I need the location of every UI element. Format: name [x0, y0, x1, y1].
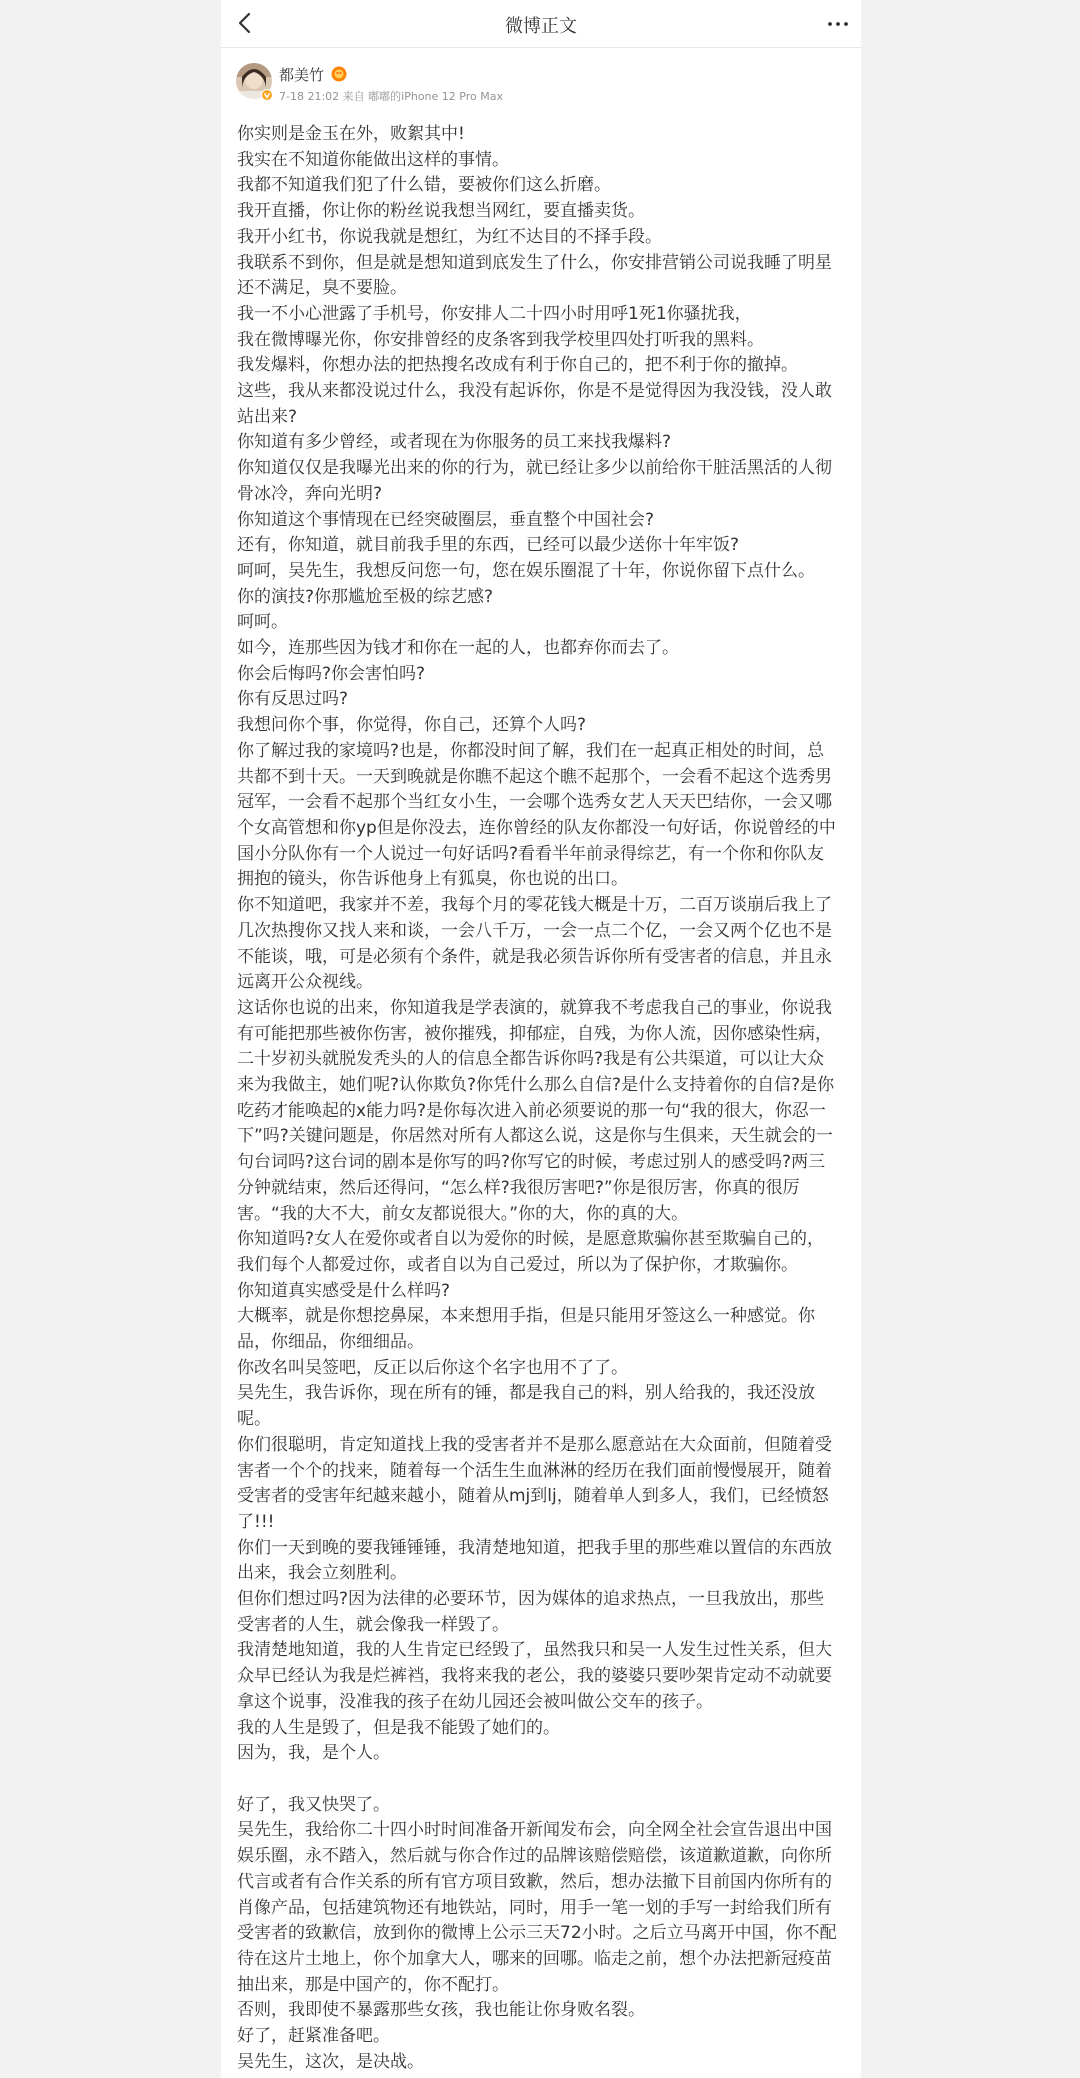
post-meta: 7-18 21:02 来自 嘟嘟的iPhone 12 Pro Max	[279, 90, 503, 103]
post-paragraph: 你实则是金玉在外，败絮其中!	[237, 124, 465, 144]
post-paragraph: 我都不知道我们犯了什么错，要被你们这么折磨。	[237, 175, 611, 196]
post-paragraph: 呵呵，吴先生，我想反问您一句，您在娱乐圈混了十年，你说你留下点什么。	[237, 560, 815, 581]
post-paragraph: 这话你也说的出来，你知道我是学表演的，就算我不考虑我自己的事业，你说我有可能把那些被你伤害，被你摧残，抑郁症，自残，为你人流，因你感染性病，二十岁初头就脱发秃头的人的信息全都告诉你吗?我是有公共渠道，可以让大众来为我做主，她们呢?认你欺负?你凭什么那么自信?是什么支持着你的自信?是你吃药才能唤起的x能力吗?是你每次进入前必须要说的那一句“我的很大，你忍一下”吗?关键问题是，你居然对所有人都这么说，这是你与生俱来，天生就会的一句台词吗?这台词的剧本是你写的吗?你写它的时候，考虑过别人的感受吗?两三分钟就结束，然后还得问，“怎么样?我很厉害吧?”你是很厉害，你真的很厉害。“我的大不大，前女友都说很大。”你的大，你的真的大。	[237, 997, 835, 1224]
author-header	[221, 48, 861, 108]
weibo-post-page	[221, 0, 861, 2078]
post-paragraph: 你的演技?你那尴尬至极的综艺感?	[237, 586, 494, 607]
post-paragraph: 吴先生，我给你二十四小时时间准备开新闻发布会，向全网全社会宣告退出中国娱乐圈，永不踏入，然后就与你合作过的品牌该赔偿赔偿，该道歉道歉，向你所代言或者有合作关系的所有官方项目致歉，然后，想办法撤下目前国内你所有的肖像产品，包括建筑物还有地铁站，同时，用手一笔一划的手写一封给我们所有受害者的致歉信，放到你的微博上公示三天72小时。之后立马离开中国，你不配待在这片土地上，你个加拿大人，哪来的回哪。临走之前，想个办法把新冠疫苗抽出来，那是中国产的，你不配打。	[237, 1820, 837, 1995]
page-title: 微博正文	[505, 16, 577, 37]
post-paragraph: 你知道有多少曾经，或者现在为你服务的员工来找我爆料?	[237, 432, 672, 453]
post-paragraph: 好了，我又快哭了。	[237, 1794, 390, 1815]
post-paragraph: 你知道真实感受是什么样吗?	[237, 1280, 451, 1301]
post-paragraph: 你知道吗?女人在爱你或者自以为爱你的时候，是愿意欺骗你甚至欺骗自己的，我们每个人都爱过你，或者自以为自己爱过，所以为了保护你，才欺骗你。	[237, 1229, 825, 1275]
post-paragraph: 否则，我即使不暴露那些女孩，我也能让你身败名裂。	[237, 2000, 645, 2021]
post-paragraph: 我一不小心泄露了手机号，你安排人二十四小时用呼1死1你骚扰我，	[237, 303, 752, 324]
post-paragraph: 好了，赶紧准备吧。	[237, 2026, 390, 2047]
post-paragraph: 我实在不知道你能做出这样的事情。	[237, 149, 509, 170]
post-paragraph: 吴先生，这次，是决战。	[237, 2051, 424, 2072]
top-nav-bar	[221, 0, 861, 48]
post-paragraph: 我在微博曝光你，你安排曾经的皮条客到我学校里四处打听我的黑料。	[237, 329, 764, 350]
post-paragraph: 因为，我，是个人。	[237, 1743, 390, 1764]
post-paragraph: 我开小红书，你说我就是想红，为红不达目的不择手段。	[237, 226, 662, 247]
post-paragraph: 呵呵。	[237, 612, 288, 633]
post-paragraph: 我清楚地知道，我的人生肯定已经毁了，虽然我只和吴一人发生过性关系，但大众早已经认为我是烂裤裆，我将来我的老公，我的婆婆只要吵架肯定动不动就要拿这个说事，没准我的孩子在幼儿园还会被叫做公交车的孩子。	[237, 1640, 832, 1712]
post-paragraph: 我的人生是毁了，但是我不能毁了她们的。	[237, 1717, 560, 1738]
post-paragraph: 如今，连那些因为钱才和你在一起的人，也都弃你而去了。	[237, 638, 679, 659]
more-icon[interactable]	[825, 11, 851, 37]
verified-badge-icon	[261, 89, 273, 101]
post-paragraph: 我发爆料，你想办法的把热搜名改成有利于你自己的，把不利于你的撤掉。	[237, 355, 798, 376]
vip-level-icon	[331, 66, 347, 82]
post-body	[221, 108, 861, 2075]
post-paragraph: 我想问你个事，你觉得，你自己，还算个人吗?	[237, 715, 587, 736]
post-paragraph: 吴先生，我告诉你，现在所有的锤，都是我自己的料，别人给我的，我还没放呢。	[237, 1383, 815, 1430]
post-paragraph: 你了解过我的家境吗?也是，你都没时间了解，我们在一起真正相处的时间，总共都不到十天。一天到晚就是你瞧不起这个瞧不起那个，一会看不起这个选秀男冠军，一会看不起那个当红女小生，一会哪个选秀女艺人天天巴结你，一会又哪个女高管想和你yp但是你没去，连你曾经的队友你都没一句好话，你说曾经的中国小分队你有一个人说过一句好话吗?看看半年前录得综艺，有一个你和你队友拥抱的镜头，你告诉他身上有狐臭，你也说的出口。	[237, 740, 836, 890]
post-paragraph: 但你们想过吗?因为法律的必要环节，因为媒体的追求热点，一旦我放出，那些受害者的人生，就会像我一样毁了。	[237, 1589, 825, 1635]
post-paragraph: 还有，你知道，就目前我手里的东西，已经可以最少送你十年牢饭?	[237, 535, 740, 556]
post-paragraph: 你们一天到晚的要我锤锤锤，我清楚地知道，把我手里的那些难以置信的东西放出来，我会立刻胜利。	[237, 1537, 832, 1584]
post-paragraph: 大概率，就是你想挖鼻屎，本来想用手指，但是只能用牙签这么一种感觉。你品，你细品，你细细品。	[237, 1306, 815, 1353]
post-paragraph: 这些，我从来都没说过什么，我没有起诉你，你是不是觉得因为我没钱，没人敢站出来?	[237, 381, 832, 427]
post-paragraph: 你改名叫吴签吧，反正以后你这个名字也用不了了。	[237, 1357, 628, 1378]
post-paragraph: 你知道仅仅是我曝光出来的你的行为，就已经让多少以前给你干脏活黑活的人彻骨冰冷，奔向光明?	[237, 458, 832, 504]
post-paragraph: 你们很聪明，肯定知道找上我的受害者并不是那么愿意站在大众面前，但随着受害者一个个的找来，随着每一个活生生血淋淋的经历在我们面前慢慢展开，随着受害者的受害年纪越来越小，随着从mj到lj，随着单人到多人，我们，已经愤怒了!!!	[237, 1434, 832, 1532]
post-paragraph: 你有反思过吗?	[237, 689, 349, 710]
post-paragraph: 我开直播，你让你的粉丝说我想当网红，要直播卖货。	[237, 201, 645, 222]
paragraph-spacer	[237, 1767, 838, 1793]
post-paragraph: 你会后悔吗?你会害怕吗?	[237, 663, 426, 684]
post-paragraph: 你不知道吧，我家并不差，我每个月的零花钱大概是十万，二百万谈崩后我上了几次热搜你又找人来和谈，一会八千万，一会一点二个亿，一会又两个亿也不是不能谈，哦，可是必须有个条件，就是我必须告诉你所有受害者的信息，并且永远离开公众视线。	[237, 895, 832, 993]
author-name[interactable]: 都美竹	[279, 66, 325, 84]
post-paragraph: 我联系不到你，但是就是想知道到底发生了什么，你安排营销公司说我睡了明星还不满足，臭不要脸。	[237, 252, 832, 299]
post-paragraph: 你知道这个事情现在已经突破圈层，垂直整个中国社会?	[237, 509, 655, 530]
